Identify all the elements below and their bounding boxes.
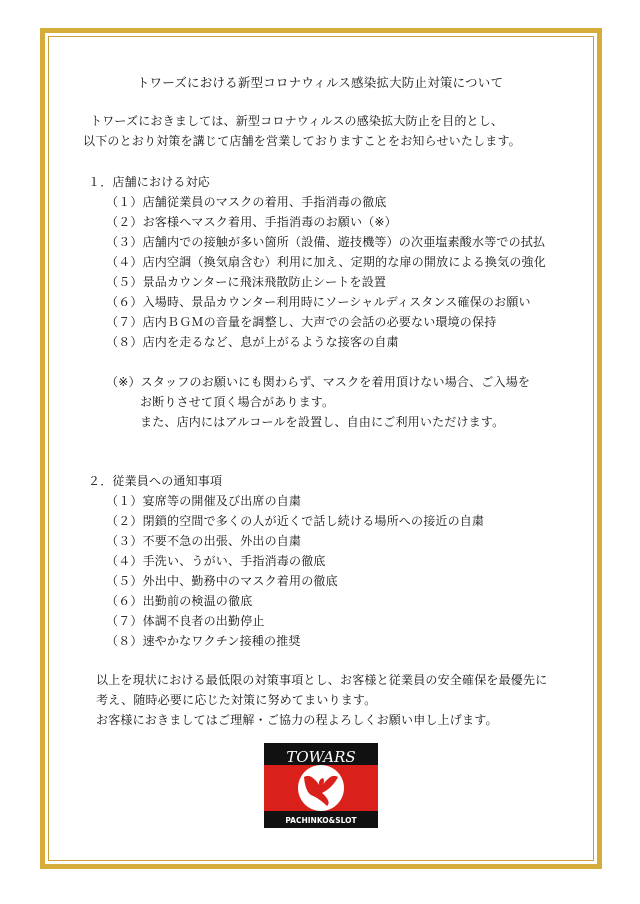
closing-line-2: 考え、随時必要に応じた対策に努めてまいります。	[96, 693, 377, 707]
section2-item: （１）宴席等の開催及び出席の自粛	[106, 494, 302, 508]
section1-item: （２）お客様へマスク着用、手指消毒のお願い（※）	[106, 215, 397, 229]
section1-item: （６）入場時、景品カウンター利用時にソーシャルディスタンス確保のお願い	[106, 295, 531, 309]
section2-item: （４）手洗い、うがい、手指消毒の徹底	[106, 554, 326, 568]
section2-item: （７）体調不良者の出勤停止	[106, 614, 265, 628]
closing-line-1: 以上を現状における最低限の対策事項とし、お客様と従業員の安全確保を最優先に	[96, 673, 548, 687]
section2-item: （２）閉鎖的空間で多くの人が近くで話し続ける場所への接近の自粛	[106, 514, 485, 528]
section2-item: （５）外出中、勤務中のマスク着用の徹底	[106, 574, 338, 588]
logo-name-text: TOWARS	[286, 748, 356, 766]
section2-item: （３）不要不急の出張、外出の自粛	[106, 534, 302, 548]
section2-item: （８）速やかなワクチン接種の推奨	[106, 634, 301, 648]
note-line-1: （※）スタッフのお願いにも関わらず、マスクを着用頂けない場合、ご入場を	[106, 375, 531, 389]
section1-item: （４）店内空調（換気扇含む）利用に加え、定期的な扉の開放による換気の強化	[106, 255, 546, 269]
towars-logo	[264, 743, 378, 828]
section2-item: （６）出勤前の検温の徹底	[106, 594, 253, 608]
section1-item: （５）景品カウンターに飛沫飛散防止シートを設置	[106, 275, 387, 289]
section1-item: （３）店舗内での接触が多い箇所（設備、遊技機等）の次亜塩素酸水等での拭払	[106, 235, 546, 249]
intro-line-2: 以下のとおり対策を講じて店舗を営業しておりますことをお知らせいたします。	[83, 134, 521, 148]
page-title: トワーズにおける新型コロナウィルス感染拡大防止対策について	[136, 75, 504, 90]
section1-heading: １．店舗における対応	[88, 175, 211, 189]
intro-line-1: トワーズにおきましては、新型コロナウィルスの感染拡大防止を目的とし、	[90, 114, 504, 128]
section1-item: （７）店内ＢＧＭの音量を調整し、大声での会話の必要ない環境の保持	[106, 315, 497, 329]
section1-item: （１）店舗従業員のマスクの着用、手指消毒の徹底	[106, 195, 387, 209]
note-line-3: また、店内にはアルコールを設置し、自由にご利用いただけます。	[140, 415, 505, 429]
note-line-2: お断りさせて頂く場合があります。	[140, 395, 335, 409]
logo-tagline-text: PACHINKO&SLOT	[285, 816, 357, 825]
section1-item: （８）店内を走るなど、息が上がるような接客の自粛	[106, 335, 399, 349]
closing-line-3: お客様におきましてはご理解・ご協力の程よろしくお願い申し上げます。	[96, 713, 498, 727]
gold-border-inner	[48, 36, 594, 861]
section2-heading: ２．従業員への通知事項	[88, 474, 223, 488]
